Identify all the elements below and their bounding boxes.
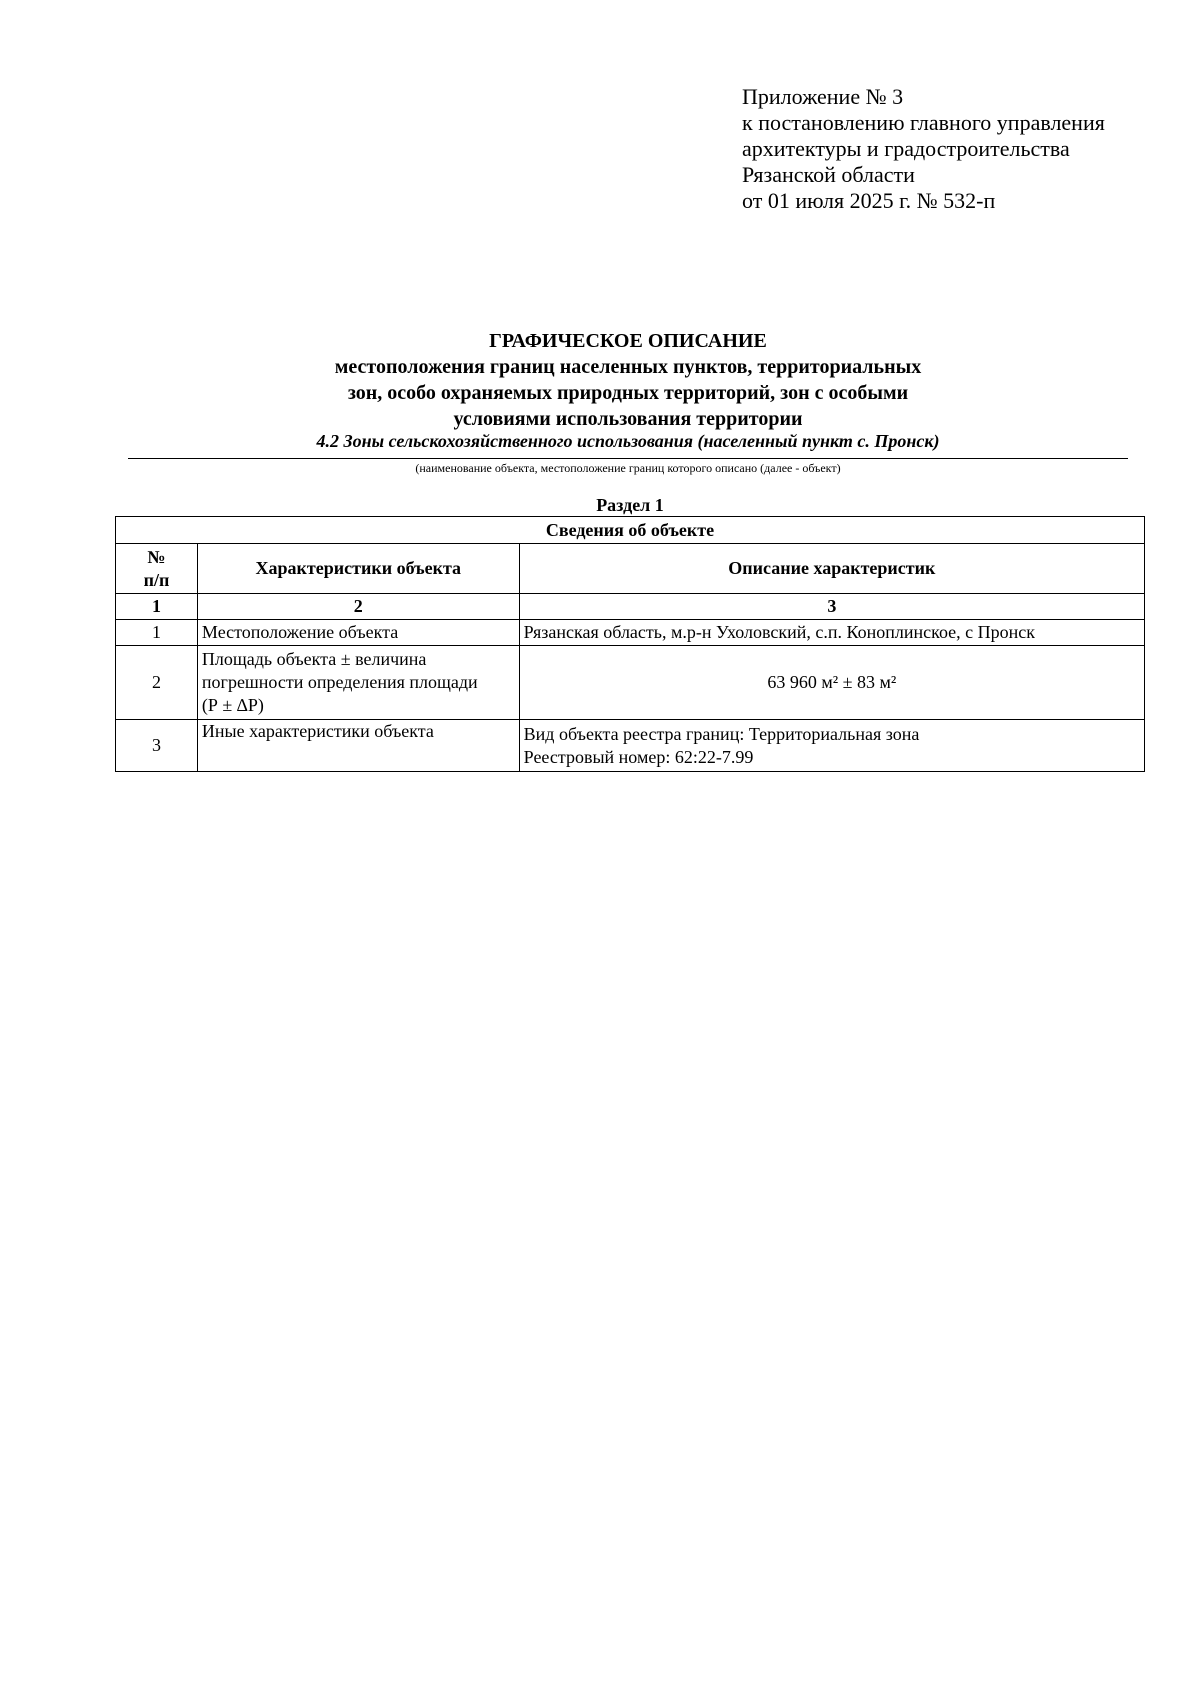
column-number: 3 bbox=[519, 594, 1144, 620]
table-row bbox=[116, 646, 1145, 720]
row-num: 2 bbox=[116, 646, 198, 720]
row-num: 1 bbox=[116, 620, 198, 646]
row-characteristic bbox=[197, 646, 519, 720]
appendix-line: Приложение № 3 bbox=[742, 84, 904, 109]
document-title bbox=[128, 328, 1128, 432]
title-line: местоположения границ населенных пунктов, территориальных bbox=[334, 356, 922, 378]
object-info-table bbox=[115, 516, 1145, 772]
appendix-line: от 01 июля 2025 г. № 532-п bbox=[742, 188, 996, 213]
table-row bbox=[116, 720, 1145, 772]
table-caption-row bbox=[116, 517, 1145, 544]
row-characteristic: Местоположение объекта bbox=[197, 620, 519, 646]
header-num-line: п/п bbox=[143, 569, 170, 590]
appendix-line: Рязанской области bbox=[742, 162, 915, 187]
title-line: зон, особо охраняемых природных территорий, зон с особыми bbox=[347, 382, 909, 404]
column-number: 1 bbox=[116, 594, 198, 620]
column-number: 2 bbox=[197, 594, 519, 620]
row-description: Рязанская область, м.р-н Ухоловский, с.п. Коноплинское, с Пронск bbox=[519, 620, 1144, 646]
row-description bbox=[519, 720, 1144, 772]
appendix-block bbox=[742, 84, 1105, 214]
object-name-hint: (наименование объекта, местоположение границ которого описано (далее - объект) bbox=[415, 461, 841, 475]
characteristic-line: (Р ± ∆Р) bbox=[201, 695, 264, 715]
object-name: 4.2 Зоны сельскохозяйственного использования (населенный пункт с. Пронск) bbox=[316, 431, 940, 451]
table-caption: Сведения об объекте bbox=[116, 517, 1145, 544]
header-num bbox=[116, 544, 198, 594]
characteristic-line: Площадь объекта ± величина bbox=[201, 649, 427, 669]
header-description: Описание характеристик bbox=[519, 544, 1144, 594]
object-name-underline bbox=[128, 458, 1128, 459]
description-line: Вид объекта реестра границ: Территориальная зона bbox=[523, 723, 920, 744]
description-line: Реестровый номер: 62:22-7.99 bbox=[523, 746, 754, 767]
title-main: ГРАФИЧЕСКОЕ ОПИСАНИЕ bbox=[489, 330, 767, 352]
title-line: условиями использования территории bbox=[453, 408, 803, 430]
characteristic-line: погрешности определения площади bbox=[201, 672, 478, 692]
row-characteristic: Иные характеристики объекта bbox=[197, 720, 519, 772]
column-number-row bbox=[116, 594, 1145, 620]
row-description: 63 960 м² ± 83 м² bbox=[519, 646, 1144, 720]
header-num-line: № bbox=[147, 546, 166, 567]
row-num: 3 bbox=[116, 720, 198, 772]
appendix-line: архитектуры и градостроительства bbox=[742, 136, 1070, 161]
appendix-line: к постановлению главного управления bbox=[742, 110, 1105, 135]
section-title: Раздел 1 bbox=[596, 495, 664, 515]
table-header-row bbox=[116, 544, 1145, 594]
header-characteristics: Характеристики объекта bbox=[197, 544, 519, 594]
table-row bbox=[116, 620, 1145, 646]
